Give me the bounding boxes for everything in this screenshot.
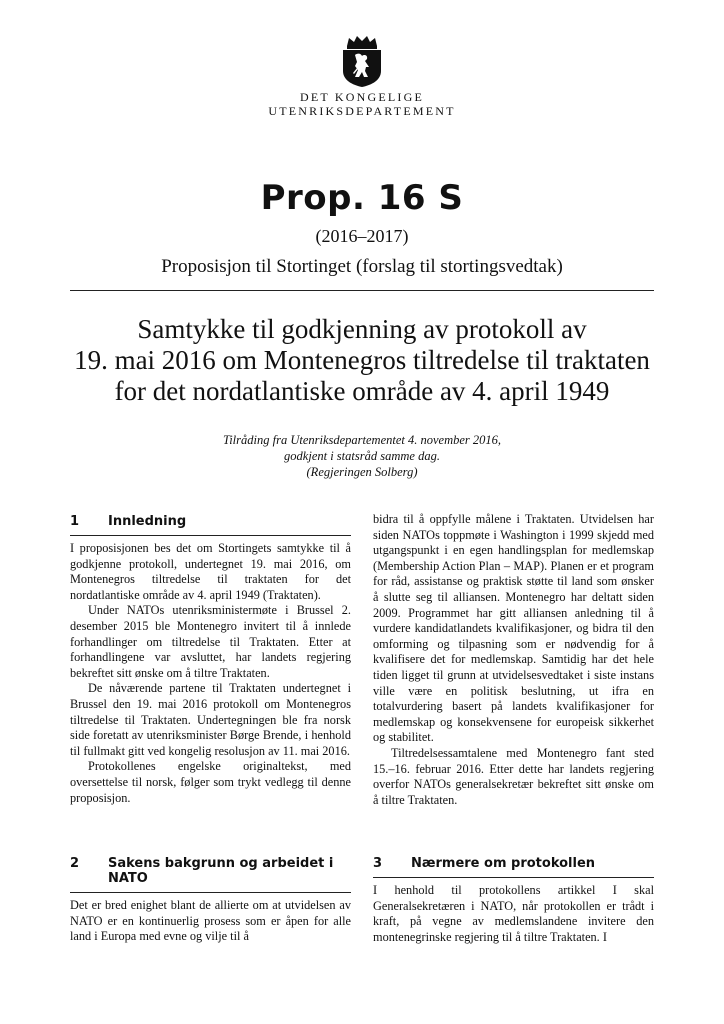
ministry-name-line2: UTENRIKSDEPARTEMENT (268, 104, 456, 118)
paragraph: Tiltredelsessamtalene med Montenegro fant sted 15.–16. februar 2016. Etter dette har landets regjering overfor NATOs generalsekretær bekreftet sitt ønske om å tiltre Traktaten. (373, 745, 654, 807)
section-1 (70, 514, 351, 806)
recommendation-line2: godkjent i statsråd samme dag. (284, 449, 440, 463)
section-2 (70, 856, 351, 945)
paragraph: I proposisjonen bes det om Stortingets samtykke til å godkjenne protokoll, undertegnet 19. mai 2016, om Montenegros tiltredelse til traktaten for det nordatlantiske område av 4. april 1949 (Traktaten). (70, 541, 351, 602)
recommendation-line1: Tilråding fra Utenriksdepartementet 4. november 2016, (222, 433, 502, 447)
proposition-session: (2016–2017) (315, 226, 409, 246)
recommendation-line3: (Regjeringen Solberg) (306, 465, 418, 479)
paragraph: I henhold til protokollens artikkel I skal Generalsekretæren i NATO, når protokollen er trådt i kraft, på vegne av medlemslandene invitere den montenegrinske regjering til å tiltre Traktaten. I (373, 883, 654, 944)
section-title: Sakens bakgrunn og arbeidet i NATO (108, 856, 334, 886)
section-number: 2 (70, 856, 80, 871)
section-heading (70, 514, 351, 536)
section-heading (373, 856, 654, 878)
ministry-name-line1: DET KONGELIGE (299, 90, 425, 104)
main-title-line1: Samtykke til godkjenning av protokoll av (137, 314, 587, 344)
proposition-title: Prop. 16 S (260, 178, 464, 218)
section-2-continued (373, 512, 654, 808)
proposition-subtitle: Proposisjon til Stortinget (forslag til stortingsvedtak) (161, 256, 563, 277)
main-title (60, 314, 664, 407)
section-title: Innledning (108, 514, 187, 529)
paragraph: bidra til å oppfylle målene i Traktaten. Utvidelsen har siden NATOs toppmøte i Washington i 1999 skjedd med utgangspunkt i en egen handlingsplan for medlemskap (Membership Action Plan – MAP). Planen er et program for råd, assistanse og praktisk støtte til land som ønsker å slutte seg til alliansen. Montenegro har deltatt siden 2009. Programmet har gitt alliansen anledning til å vurdere kandidatlandets kvalifikasjoner, og bidra til den omforming og tilpasning som er nødvendig for å kvalifisere det for medlemskap. Samtidig har det hele tiden ligget til grunn at utvidelsesvedtaket i siste instans ville være en politisk beslutning, ut ifra en totalvurdering basert på landets kvalifikasjoner for medlemskap og konsekvensene for europeisk sikkerhet og stabilitet. (373, 512, 654, 745)
section-number: 1 (70, 514, 80, 529)
section-heading (70, 856, 351, 893)
section-number: 3 (373, 856, 383, 871)
main-title-line2: 19. mai 2016 om Montenegros tiltredelse til traktaten (74, 345, 650, 375)
paragraph: Protokollenes engelske originaltekst, med oversettelse til norsk, følger som trykt vedlegg til denne proposisjon. (70, 759, 351, 805)
section-3 (373, 856, 654, 945)
recommendation-block (0, 432, 724, 480)
paragraph: Det er bred enighet blant de allierte om at utvidelsen av NATO er en kontinuerlig prosess som er åpen for alle land i Europa med evne og vilje til å (70, 898, 351, 944)
title-divider (70, 290, 654, 291)
section-title: Nærmere om protokollen (411, 856, 596, 871)
paragraph: Under NATOs utenriksministermøte i Brussel 2. desember 2015 ble Montenegro invitert til å innlede forhandlinger om tiltredelse til Traktaten. Etter at forhandlingene var avsluttet, har landets regjering bekreftet sitt ønske om å tiltre Traktaten. (70, 603, 351, 680)
main-title-line3: for det nordatlantiske område av 4. april 1949 (114, 376, 610, 406)
coat-of-arms-icon (339, 33, 385, 88)
paragraph: De nåværende partene til Traktaten undertegnet i Brussel den 19. mai 2016 protokoll om Montenegros tiltredelse til Traktaten. Undertegningen ble fra norsk side foretatt av utenriksminister Børge Brende, i henhold til fullmakt gitt ved kongelig resolusjon av 11. mai 2016. (70, 681, 351, 758)
